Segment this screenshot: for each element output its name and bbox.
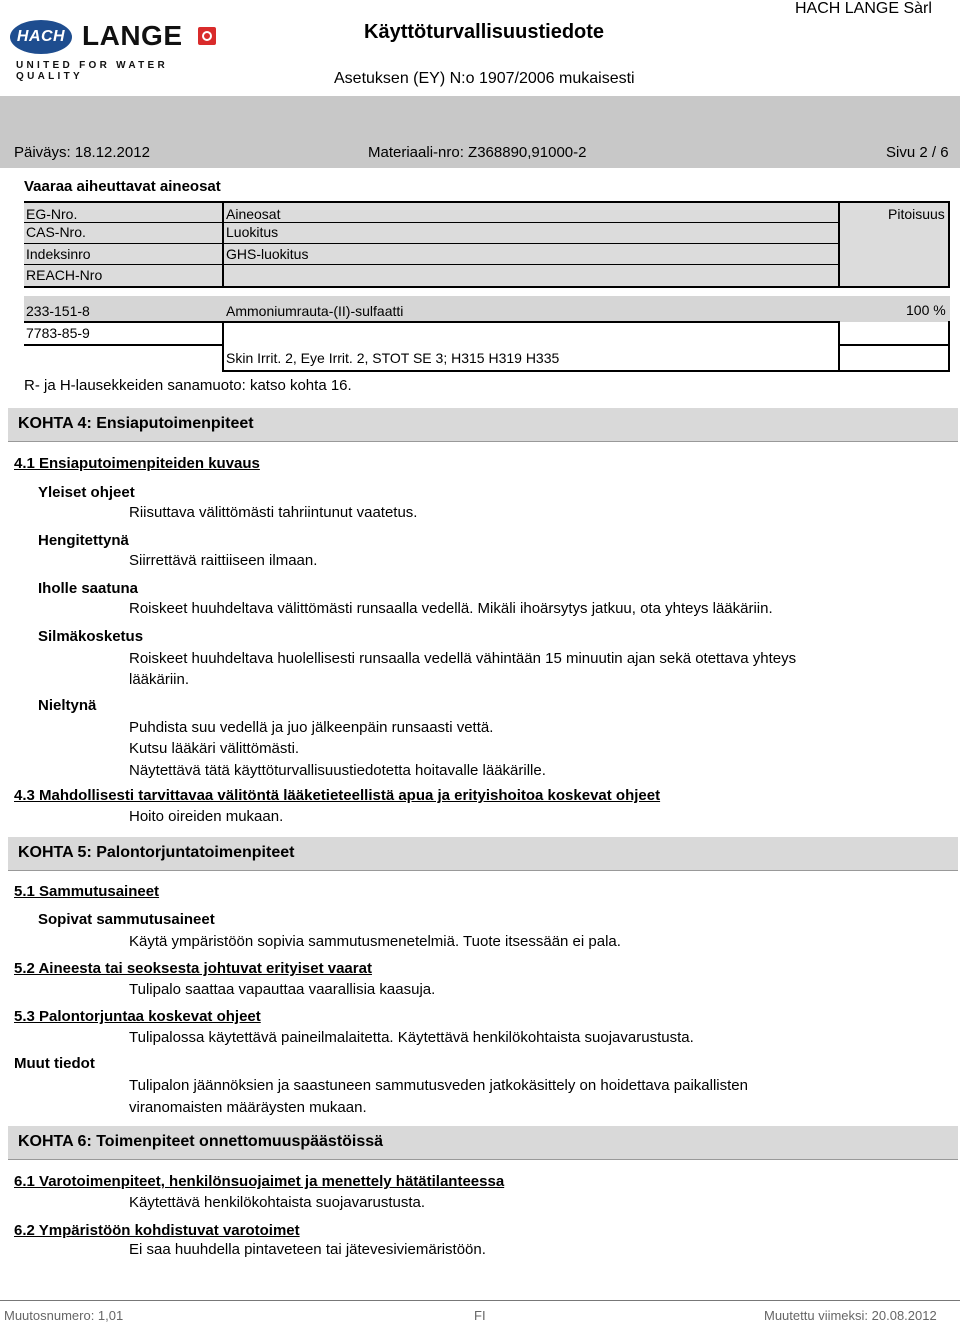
cell-divider bbox=[24, 264, 222, 265]
suitable-media-label: Sopivat sammutusaineet bbox=[38, 911, 215, 928]
row-border bbox=[24, 344, 222, 346]
ingestion-label: Nieltynä bbox=[38, 697, 97, 714]
ingestion-text-line3: Näytettävä tätä käyttöturvallisuustiedotetta hoitavalle lääkärille. bbox=[129, 762, 546, 779]
header-ghs-classification: GHS-luokitus bbox=[226, 246, 309, 262]
header-components: Aineosat bbox=[226, 206, 281, 222]
logo-tagline: UNITED FOR WATER QUALITY bbox=[16, 60, 169, 82]
column-divider bbox=[838, 321, 840, 370]
inhalation-text: Siirrettävä raittiiseen ilmaan. bbox=[129, 552, 318, 569]
row-component-name: Ammoniumrauta-(II)-sulfaatti bbox=[226, 303, 404, 319]
column-divider bbox=[838, 202, 840, 286]
phrases-note: R- ja H-lausekkeiden sanamuoto: katso kohta 16. bbox=[24, 377, 352, 394]
subsection-4-1-heading: 4.1 Ensiaputoimenpiteiden kuvaus bbox=[14, 455, 260, 472]
row-concentration: 100 % bbox=[906, 302, 946, 318]
subsection-5-2-heading: 5.2 Aineesta tai seoksesta johtuvat erityiset vaarat bbox=[14, 960, 372, 977]
eye-contact-text-line1: Roiskeet huuhdeltava huolellisesti runsaalla vedellä vähintään 15 minuutin ajan sekä otettava yhteys bbox=[129, 650, 797, 667]
table-header-bottom-border bbox=[24, 286, 950, 288]
subsection-6-2-heading: 6.2 Ympäristöön kohdistuvat varotoimet bbox=[14, 1222, 300, 1239]
column-divider bbox=[222, 321, 224, 370]
page-number: Sivu 2 / 6 bbox=[886, 144, 949, 161]
table-row-highlight bbox=[24, 296, 950, 322]
row-ghs-classification: Skin Irrit. 2, Eye Irrit. 2, STOT SE 3; H315 H319 H335 bbox=[226, 350, 560, 366]
lange-badge-icon bbox=[198, 27, 216, 45]
subsection-6-1-heading: 6.1 Varotoimenpiteet, henkilönsuojaimet ja menettely hätätilanteessa bbox=[14, 1173, 505, 1190]
other-info-label: Muut tiedot bbox=[14, 1055, 95, 1072]
other-info-text-line1: Tulipalon jäännöksien ja saastuneen sammutusveden jatkokäsittely on hoidettava paikallisten bbox=[129, 1077, 748, 1094]
cell-divider bbox=[222, 222, 838, 223]
row-border bbox=[838, 344, 948, 346]
subsection-4-3-heading: 4.3 Mahdollisesti tarvittavaa välitöntä lääketieteellistä apua ja erityishoitoa koskevat ohjeet bbox=[14, 787, 661, 804]
company-name: HACH LANGE Sàrl bbox=[795, 0, 932, 17]
header-classification: Luokitus bbox=[226, 224, 279, 240]
ingestion-text-line2: Kutsu lääkäri välittömästi. bbox=[129, 740, 300, 757]
cell-divider bbox=[24, 222, 222, 223]
other-info-text-line2: viranomaisten määräysten mukaan. bbox=[129, 1099, 367, 1116]
table-top-border bbox=[24, 201, 950, 203]
hach-logo: HACH bbox=[10, 20, 72, 54]
header-reach-number: REACH-Nro bbox=[26, 267, 103, 283]
section-4-title: KOHTA 4: Ensiaputoimenpiteet bbox=[18, 415, 254, 432]
row-eg-number: 233-151-8 bbox=[26, 303, 90, 319]
header-cas-number: CAS-Nro. bbox=[26, 224, 86, 240]
subsection-4-3-text: Hoito oireiden mukaan. bbox=[129, 808, 284, 825]
eye-contact-text-line2: lääkäriin. bbox=[129, 671, 190, 688]
regulation-text: Asetuksen (EY) N:o 1907/2006 mukaisesti bbox=[334, 70, 635, 87]
subsection-5-1-heading: 5.1 Sammutusaineet bbox=[14, 883, 160, 900]
last-modified: Muutettu viimeksi: 20.08.2012 bbox=[764, 1308, 937, 1323]
section-5-title: KOHTA 5: Palontorjuntatoimenpiteet bbox=[18, 844, 295, 861]
date-label: Päiväys: 18.12.2012 bbox=[14, 144, 150, 161]
skin-contact-label: Iholle saatuna bbox=[38, 580, 139, 597]
header-index-number: Indeksinro bbox=[26, 246, 91, 262]
section-4-header bbox=[8, 408, 958, 442]
document-title: Käyttöturvallisuustiedote bbox=[364, 21, 605, 43]
hazardous-components-heading: Vaaraa aiheuttavat aineosat bbox=[24, 178, 221, 195]
footer-divider bbox=[0, 1300, 960, 1301]
cell-divider bbox=[24, 243, 222, 244]
revision-number: Muutosnumero: 1,01 bbox=[4, 1308, 124, 1323]
table-header bbox=[24, 202, 950, 286]
general-advice-label: Yleiset ohjeet bbox=[38, 484, 135, 501]
company-logo bbox=[10, 18, 220, 82]
subsection-6-2-text: Ei saa huuhdella pintaveteen tai jätevesiviemäristöön. bbox=[129, 1241, 486, 1258]
cell-divider bbox=[222, 243, 838, 244]
subsection-5-3-text: Tulipalossa käytettävä paineilmalaitetta. Käytettävä henkilökohtaista suojavarustusta. bbox=[129, 1029, 694, 1046]
skin-contact-text: Roiskeet huuhdeltava välittömästi runsaalla vedellä. Mikäli ihoärsytys jatkuu, ota yhteys lääkäriin. bbox=[129, 600, 773, 617]
eye-contact-label: Silmäkosketus bbox=[38, 628, 144, 645]
material-number: Materiaali-nro: Z368890,91000-2 bbox=[368, 144, 587, 161]
cell-divider bbox=[222, 264, 838, 265]
row-cas-number: 7783-85-9 bbox=[26, 325, 90, 341]
general-advice-text: Riisuttava välittömästi tahriintunut vaatetus. bbox=[129, 504, 418, 521]
header-concentration: Pitoisuus bbox=[888, 206, 945, 222]
column-divider bbox=[948, 321, 950, 370]
row-border bbox=[24, 321, 222, 323]
suitable-media-text: Käytä ympäristöön sopivia sammutusmenetelmiä. Tuote itsessään ei pala. bbox=[129, 933, 621, 950]
column-divider bbox=[222, 202, 224, 286]
row-border bbox=[222, 370, 950, 372]
subsection-5-2-text: Tulipalo saattaa vapauttaa vaarallisia kaasuja. bbox=[129, 981, 436, 998]
header-eg-number: EG-Nro. bbox=[26, 206, 78, 222]
section-6-title: KOHTA 6: Toimenpiteet onnettomuuspäästöissä bbox=[18, 1133, 384, 1150]
language-code: FI bbox=[474, 1308, 486, 1323]
inhalation-label: Hengitettynä bbox=[38, 532, 129, 549]
section-5-header bbox=[8, 837, 958, 871]
subsection-5-3-heading: 5.3 Palontorjuntaa koskevat ohjeet bbox=[14, 1008, 261, 1025]
subsection-6-1-text: Käytettävä henkilökohtaista suojavarustusta. bbox=[129, 1194, 426, 1211]
column-divider bbox=[948, 202, 950, 286]
ingestion-text-line1: Puhdista suu vedellä ja juo jälkeenpäin runsaasti vettä. bbox=[129, 719, 494, 736]
lange-logo: LANGE bbox=[82, 20, 183, 51]
row-border bbox=[222, 321, 838, 323]
section-6-header bbox=[8, 1126, 958, 1160]
